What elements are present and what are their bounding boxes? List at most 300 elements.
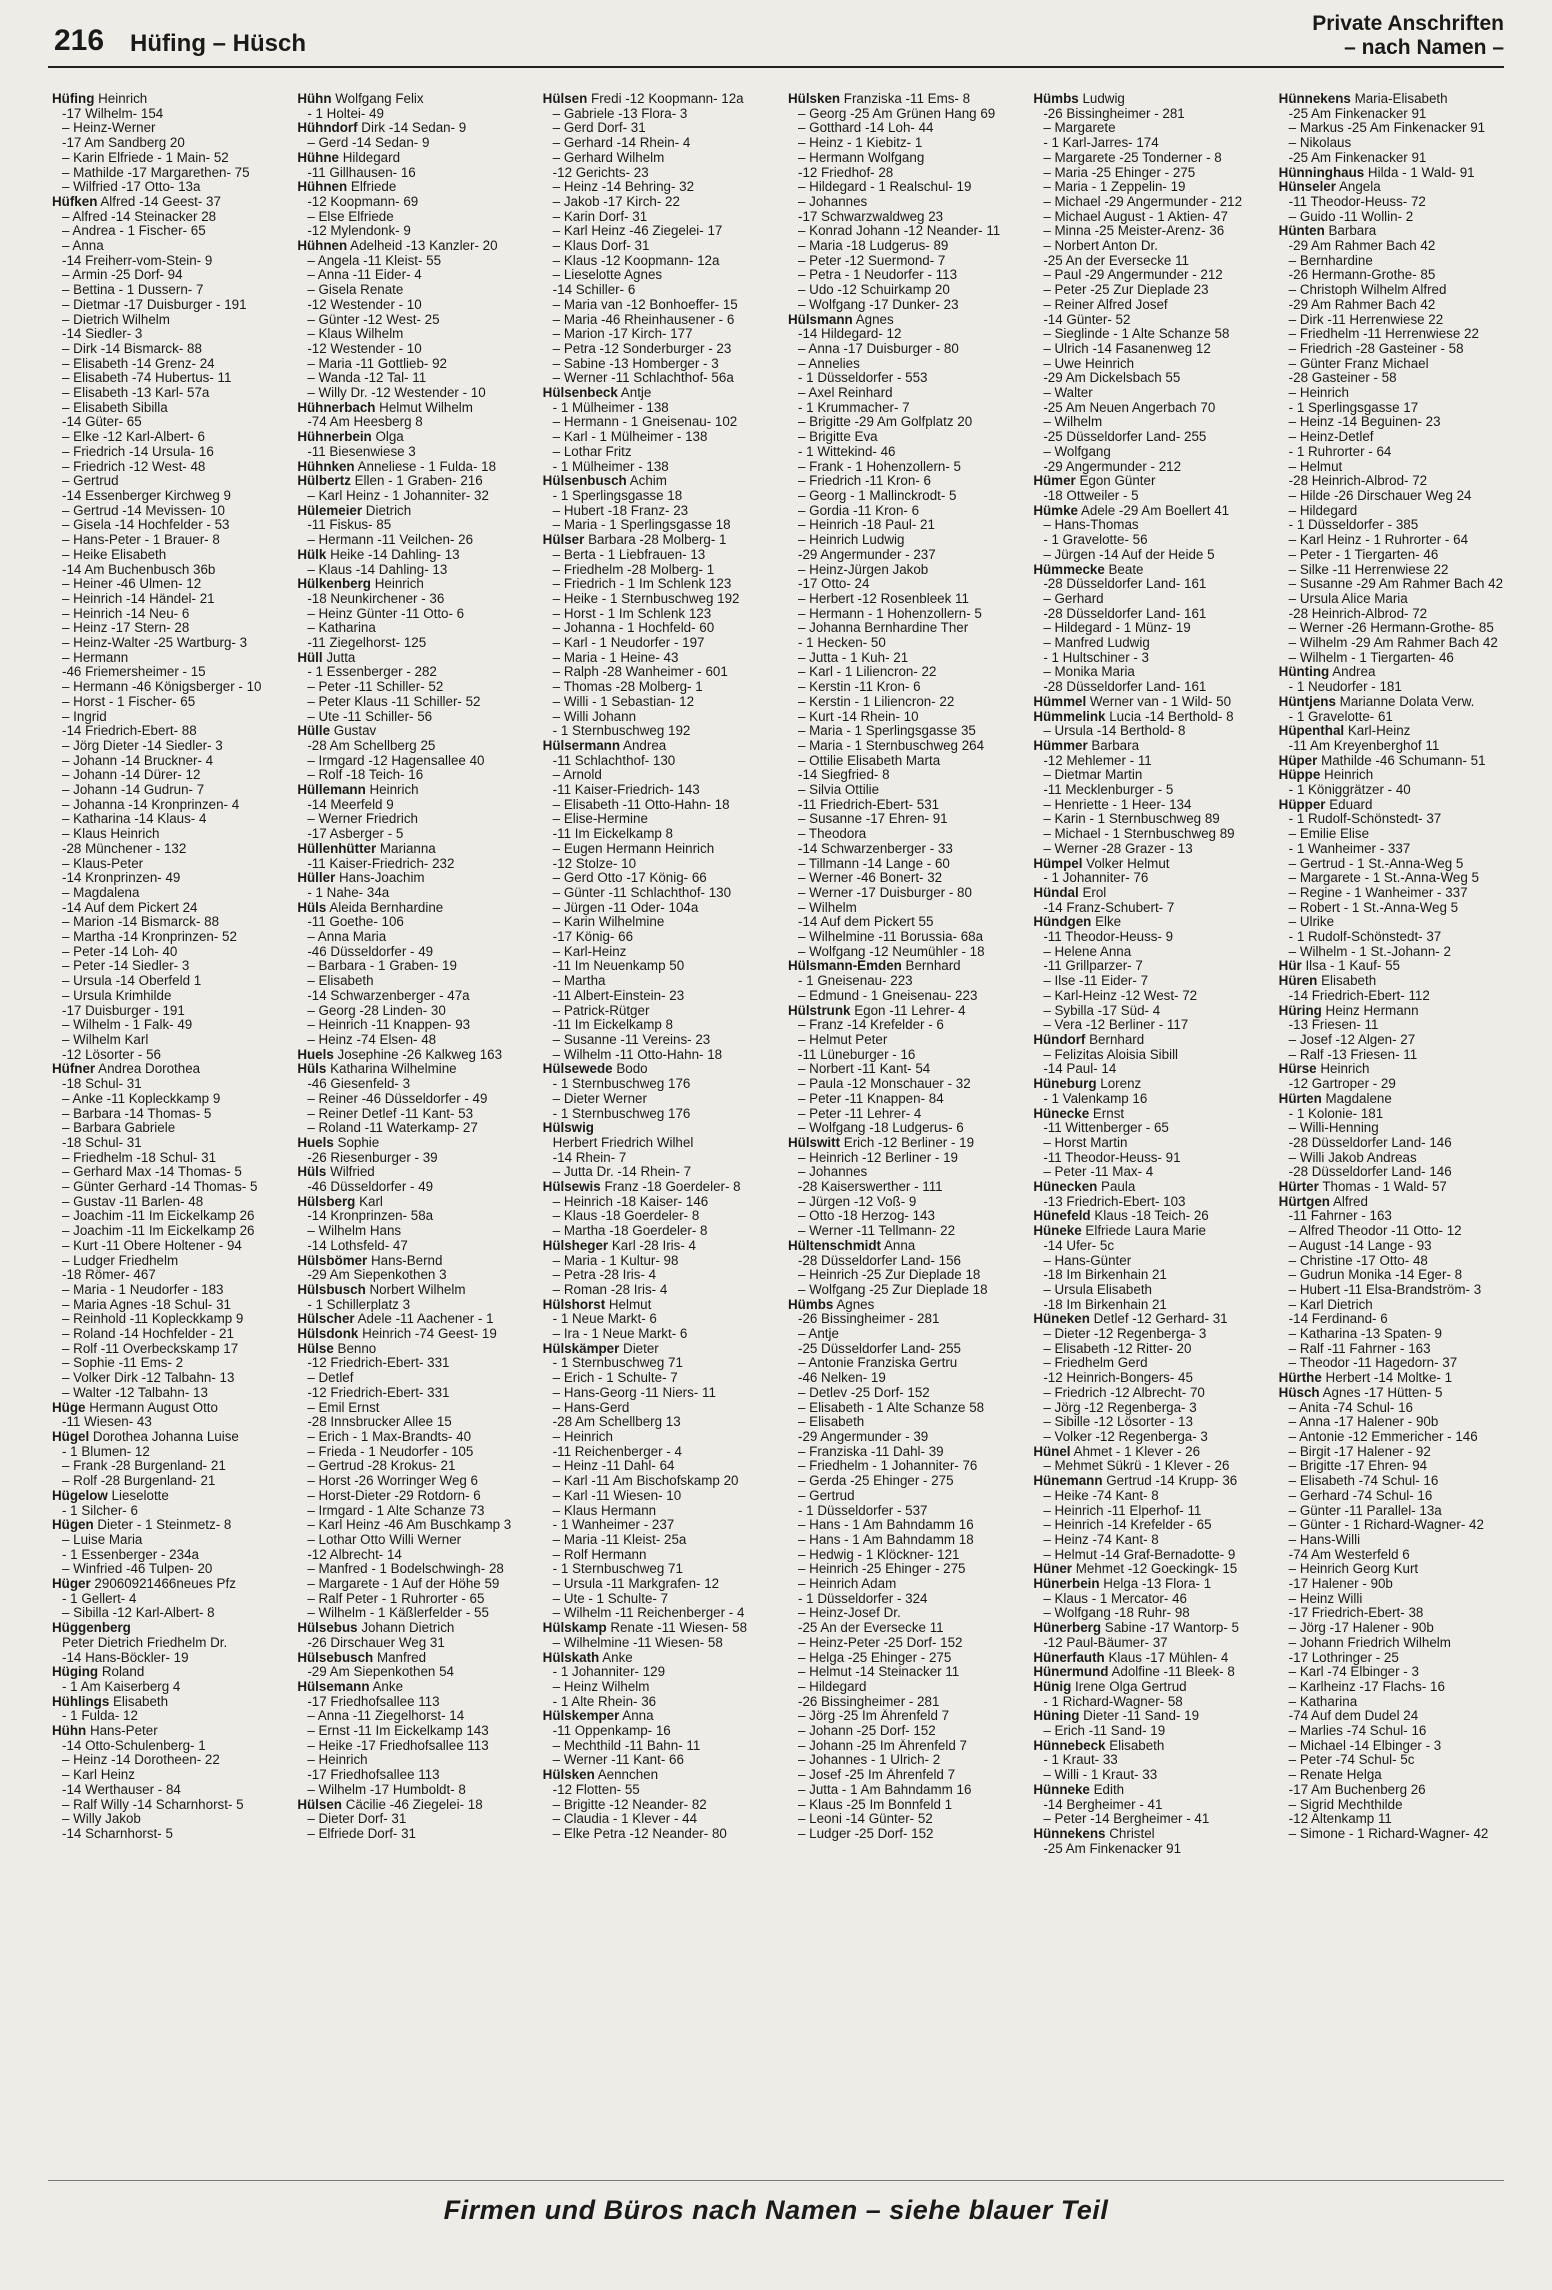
listing-entry bbox=[1279, 166, 1512, 181]
listing-continuation: -14 Schiller- 6 bbox=[552, 283, 636, 298]
listing-continuation: – Brigitte -29 Am Golfplatz 20 bbox=[797, 415, 973, 430]
listing-continuation: – Ute -11 Schiller- 56 bbox=[307, 709, 433, 724]
listing-detail: Heike -14 Dahling- 13 bbox=[326, 547, 460, 562]
listing-detail: Karl -28 Iris- 4 bbox=[608, 1238, 696, 1253]
listing-continuation: – Martha -14 Kronprinzen- 52 bbox=[62, 930, 237, 945]
footer-divider bbox=[48, 2180, 1504, 2181]
listing-detail: Dirk -14 Sedan- 9 bbox=[357, 121, 467, 136]
listing-continuation: – Werner -11 Schlachthof- 56a bbox=[552, 371, 734, 386]
listing-entry bbox=[1033, 1224, 1266, 1239]
listing-continuation: – Ilse -11 Eider- 7 bbox=[1043, 974, 1149, 989]
listing-continuation: – Joachim -11 Im Eickelkamp 26 bbox=[62, 1224, 255, 1239]
listing-continuation: – Wilhelm Hans bbox=[307, 1224, 402, 1239]
listing-continuation: - 1 Johanniter- 76 bbox=[1043, 871, 1149, 886]
surname: Hünten bbox=[1278, 224, 1325, 239]
listing-continuation: – Elisabeth - 1 Alte Schanze 58 bbox=[797, 1400, 985, 1415]
listing-continuation: – Elisabeth bbox=[797, 1415, 865, 1430]
surname: Hüning bbox=[1033, 1709, 1080, 1724]
listing-continuation: – Rolf -28 Burgenland- 21 bbox=[62, 1474, 216, 1489]
listing-continuation: – Monika Maria bbox=[1043, 665, 1135, 680]
listing-detail: Dorothea Johanna Luise bbox=[89, 1429, 239, 1444]
listing-continuation: - 1 Krummacher- 7 bbox=[797, 400, 910, 415]
listing-entry bbox=[1279, 724, 1512, 739]
listing-continuation: – Karl-Heinz -12 West- 72 bbox=[1043, 988, 1198, 1003]
listing-continuation: – Reinhold -11 Kopleckkamp 9 bbox=[62, 1312, 244, 1327]
listing-continuation: – Karl Heinz -46 Am Buschkamp 3 bbox=[307, 1518, 512, 1533]
listing-continuation: – Heinz -14 Behring- 32 bbox=[552, 180, 695, 195]
surname: Hünel bbox=[1033, 1444, 1071, 1459]
listing-continuation: – Gerhard -74 Schul- 16 bbox=[1288, 1488, 1433, 1503]
listing-continuation: – Friedrich -28 Gasteiner - 58 bbox=[1288, 341, 1464, 356]
listing-continuation: -17 Am Sandberg 20 bbox=[62, 136, 185, 151]
listing-continuation: -11 Fiskus- 85 bbox=[307, 518, 392, 533]
listing-continuation: – Theodor -11 Hagedorn- 37 bbox=[1288, 1356, 1458, 1371]
listing-continuation: – Dieter -12 Regenberga- 3 bbox=[1043, 1327, 1207, 1342]
listing-continuation: – Ulrike bbox=[1288, 915, 1335, 930]
listing-continuation: - 1 Ruhrorter - 64 bbox=[1288, 444, 1392, 459]
listing-continuation: - 1 Neudorfer - 181 bbox=[1288, 680, 1402, 695]
listing-continuation: – Wolfgang -18 Ruhr- 98 bbox=[1043, 1606, 1190, 1621]
listing-continuation: – Elisabeth -14 Grenz- 24 bbox=[62, 356, 215, 371]
listing-continuation: – Sibilla -12 Karl-Albert- 8 bbox=[62, 1606, 215, 1621]
listing-continuation: -28 Am Schellberg 25 bbox=[307, 738, 436, 753]
listing-detail: Agnes bbox=[852, 312, 894, 327]
listing-entry bbox=[1033, 1474, 1266, 1489]
surname: Hügen bbox=[52, 1518, 94, 1533]
listing-continuation: – Günter -11 Parallel- 13a bbox=[1288, 1503, 1442, 1518]
listing-continuation: – Heinrich bbox=[1288, 386, 1349, 401]
listing-continuation: – Helmut bbox=[1288, 459, 1343, 474]
listing-continuation: – Klaus -18 Goerdeler- 8 bbox=[552, 1209, 700, 1224]
surname: Hüneken bbox=[1033, 1312, 1090, 1327]
listing-continuation: – Johann -14 Dürer- 12 bbox=[62, 768, 201, 783]
listing-detail: Adele -29 Am Boellert 41 bbox=[1077, 503, 1230, 518]
listing-continuation: -28 Düsseldorfer Land- 161 bbox=[1043, 577, 1207, 592]
listing-continuation: - 1 Alte Rhein- 36 bbox=[552, 1694, 657, 1709]
listing-detail: Herbert -14 Moltke- 1 bbox=[1321, 1371, 1453, 1386]
listing-continuation: – Bernhardine bbox=[1288, 253, 1373, 268]
listing-continuation: -11 Theodor-Heuss- 9 bbox=[1043, 930, 1174, 945]
listing-continuation: – Wilfried -17 Otto- 13a bbox=[62, 180, 201, 195]
surname: Hülskamp bbox=[542, 1621, 607, 1636]
listing-continuation: – Ursula Alice Maria bbox=[1288, 591, 1408, 606]
listing-continuation: – Friedhelm Gerd bbox=[1043, 1356, 1148, 1371]
listing-entry bbox=[543, 1062, 776, 1077]
listing-continuation: – Elisabeth bbox=[307, 974, 374, 989]
surname: Hünneke bbox=[1033, 1782, 1090, 1797]
listing-continuation: Peter Dietrich Friedhelm Dr. bbox=[62, 1635, 228, 1650]
listing-continuation: – Gisela Renate bbox=[307, 283, 404, 298]
listing-continuation: – Heinrich -14 Händel- 21 bbox=[62, 591, 215, 606]
listing-continuation: – Kurt -11 Obere Holtener - 94 bbox=[62, 1238, 242, 1253]
surname: Hülsken bbox=[787, 92, 841, 106]
listing-continuation: – Susanne -17 Ehren- 91 bbox=[797, 812, 948, 827]
surname: Hühnerbach bbox=[297, 400, 376, 415]
listing-continuation: – Peter -12 Suermond- 7 bbox=[797, 253, 946, 268]
listing-continuation: – Elke -12 Karl-Albert- 6 bbox=[62, 430, 205, 445]
listing-entry bbox=[297, 92, 530, 107]
listing-detail: Karl bbox=[355, 1194, 383, 1209]
listing-detail: Norbert Wilhelm bbox=[365, 1282, 466, 1297]
listing-continuation: -17 Duisburger - 191 bbox=[62, 1003, 185, 1018]
listing-continuation: -14 Meerfeld 9 bbox=[307, 797, 394, 812]
listing-continuation: -29 Am Siepenkothen 3 bbox=[307, 1268, 447, 1283]
surname: Hündal bbox=[1033, 885, 1079, 900]
listing-continuation: – Manfred Ludwig bbox=[1043, 636, 1150, 651]
listing-continuation: – Ottilie Elisabeth Marta bbox=[797, 753, 941, 768]
listing-entry bbox=[1033, 1651, 1266, 1666]
listing-continuation: – Heinz -14 Dorotheen- 22 bbox=[62, 1753, 220, 1768]
listing-continuation: -11 Fahrner - 163 bbox=[1288, 1209, 1392, 1224]
listing-continuation: – Walter -12 Talbahn- 13 bbox=[62, 1385, 208, 1400]
listing-continuation: – Heinrich -25 Zur Dieplade 18 bbox=[797, 1268, 981, 1283]
listing-entry bbox=[543, 474, 776, 489]
listing-entry bbox=[1033, 915, 1266, 930]
listing-continuation: – Heinrich -25 Ehinger - 275 bbox=[797, 1562, 966, 1577]
listing-detail: Achim bbox=[626, 474, 667, 489]
listing-detail: Bodo bbox=[612, 1062, 648, 1077]
listing-entry bbox=[1033, 1577, 1266, 1592]
listing-continuation: -11 Im Eickelkamp 8 bbox=[552, 1018, 673, 1033]
surname: Hülsbömer bbox=[297, 1253, 368, 1268]
surname: Hünefeld bbox=[1033, 1209, 1091, 1224]
listing-continuation: – Uwe Heinrich bbox=[1043, 356, 1135, 371]
column-6 bbox=[1279, 92, 1512, 2167]
listing-detail: Klaus -17 Mühlen- 4 bbox=[1104, 1650, 1229, 1665]
listing-detail: Fredi -12 Koopmann- 12a bbox=[587, 92, 744, 106]
surname: Hünninghaus bbox=[1278, 165, 1365, 180]
column-4 bbox=[788, 92, 1021, 2167]
listing-entry bbox=[297, 783, 530, 798]
listing-continuation: – Gerhard -14 Rhein- 4 bbox=[552, 136, 691, 151]
listing-continuation: – Sibille -12 Lösorter - 13 bbox=[1043, 1415, 1193, 1430]
listing-continuation: – Felizitas Aloisia Sibill bbox=[1043, 1047, 1179, 1062]
listing-continuation: -11 Mecklenburger - 5 bbox=[1043, 783, 1174, 798]
listing-continuation: – Anna -11 Ziegelhorst- 14 bbox=[307, 1709, 465, 1724]
listing-continuation: – Hans - 1 Am Bahndamm 18 bbox=[797, 1532, 974, 1547]
listing-continuation: – Detlev -25 Dorf- 152 bbox=[797, 1385, 930, 1400]
listing-entry bbox=[543, 1180, 776, 1195]
listing-entry bbox=[1033, 739, 1266, 754]
listing-continuation: – Anita -74 Schul- 16 bbox=[1288, 1400, 1413, 1415]
listing-continuation: – Heike Elisabeth bbox=[62, 547, 167, 562]
listing-continuation: -26 Bissingheimer - 281 bbox=[1043, 106, 1185, 121]
listing-continuation: – Silke -11 Herrenwiese 22 bbox=[1288, 562, 1449, 577]
listing-continuation: – Jürgen -12 Voß- 9 bbox=[797, 1194, 917, 1209]
surname: Hülskemper bbox=[542, 1709, 620, 1724]
listing-detail: Adolfine -11 Bleek- 8 bbox=[1108, 1665, 1235, 1680]
listing-continuation: – Heinrich -12 Berliner - 19 bbox=[797, 1150, 958, 1165]
listing-continuation: – Gerhard bbox=[1043, 591, 1104, 606]
listing-continuation: -28 Münchener - 132 bbox=[62, 841, 187, 856]
listing-continuation: – Alfred Theodor -11 Otto- 12 bbox=[1288, 1224, 1462, 1239]
listing-continuation: -14 Schwarzenberger - 33 bbox=[797, 841, 953, 856]
listing-continuation: – Günter -11 Schlachthof- 130 bbox=[552, 885, 732, 900]
surname: Hündgen bbox=[1033, 915, 1092, 930]
listing-continuation: - 1 Mülheimer - 138 bbox=[552, 400, 669, 415]
listing-continuation: – Margarete bbox=[1043, 121, 1116, 136]
listing-continuation: -14 Freiherr-vom-Stein- 9 bbox=[62, 253, 213, 268]
listing-continuation: – Karl Heinz -46 Ziegelei- 17 bbox=[552, 224, 723, 239]
listing-continuation: -26 Riesenburger - 39 bbox=[307, 1150, 438, 1165]
listing-detail: Werner van - 1 Wild- 50 bbox=[1086, 694, 1232, 709]
surname: Hümbs bbox=[787, 1297, 834, 1312]
listing-continuation: -18 Schul- 31 bbox=[62, 1077, 142, 1092]
listing-continuation: – Hildegard - 1 Realschul- 19 bbox=[797, 180, 972, 195]
listing-detail: Gustav bbox=[330, 724, 377, 739]
surname: Hürtgen bbox=[1278, 1194, 1330, 1209]
listing-continuation: – Susanne -29 Am Rahmer Bach 42 bbox=[1288, 577, 1504, 592]
listing-entry bbox=[1279, 1180, 1512, 1195]
listing-entry bbox=[1033, 1709, 1266, 1724]
listing-continuation: – Helene Anna bbox=[1043, 944, 1132, 959]
listing-continuation: – Maria - 1 Zeppelin- 19 bbox=[1043, 180, 1186, 195]
listing-continuation: – Katharina -14 Klaus- 4 bbox=[62, 812, 207, 827]
listing-continuation: -14 Scharnhorst- 5 bbox=[62, 1826, 173, 1841]
listing-continuation: - 1 Gravelotte- 61 bbox=[1288, 709, 1393, 724]
listing-detail: Aennchen bbox=[594, 1768, 659, 1783]
listing-continuation: – Wolfgang -18 Ludgerus- 6 bbox=[797, 1121, 964, 1136]
listing-continuation: – Emilie Elise bbox=[1288, 827, 1370, 842]
listing-continuation: – Robert - 1 St.-Anna-Weg 5 bbox=[1288, 900, 1459, 915]
listing-entry bbox=[52, 1621, 285, 1636]
listing-entry bbox=[788, 92, 1021, 107]
listing-continuation: – Michael - 1 Sternbuschweg 89 bbox=[1043, 827, 1235, 842]
listing-continuation: -14 Ufer- 5c bbox=[1043, 1238, 1115, 1253]
surname: Huels bbox=[297, 1135, 334, 1150]
column-1 bbox=[52, 92, 285, 2167]
listing-continuation: – Hermann -11 Veilchen- 26 bbox=[307, 533, 474, 548]
listing-continuation: – Jürgen -14 Auf der Heide 5 bbox=[1043, 547, 1215, 562]
listing-entry bbox=[543, 533, 776, 548]
listing-continuation: -11 Kaiser-Friedrich- 232 bbox=[307, 856, 455, 871]
listing-continuation: – Willi - 1 Kraut- 33 bbox=[1043, 1768, 1158, 1783]
listing-continuation: -28 Kaiserswerther - 111 bbox=[797, 1180, 943, 1195]
listing-continuation: – Maria - 1 Sternbuschweg 264 bbox=[797, 738, 985, 753]
listing-continuation: – Else Elfriede bbox=[307, 209, 394, 224]
listing-continuation: - 1 Gellert- 4 bbox=[62, 1591, 137, 1606]
listing-continuation: – Friedhelm -18 Schul- 31 bbox=[62, 1150, 217, 1165]
listing-continuation: -12 Gartroper - 29 bbox=[1288, 1077, 1396, 1092]
listing-continuation: – Günter Franz Michael bbox=[1288, 356, 1429, 371]
listing-continuation: – Udo -12 Schuirkamp 20 bbox=[797, 283, 950, 298]
listing-continuation: -17 Schwarzwaldweg 23 bbox=[797, 209, 944, 224]
listing-continuation: – Friedhelm - 1 Johanniter- 76 bbox=[797, 1459, 978, 1474]
listing-continuation: – Johannes bbox=[797, 194, 868, 209]
listing-detail: Dietrich bbox=[362, 503, 412, 518]
listing-continuation: -28 Gasteiner - 58 bbox=[1288, 371, 1397, 386]
listing-continuation: – Petra - 1 Neudorfer - 113 bbox=[797, 268, 958, 283]
listing-continuation: – Roland -14 Hochfelder - 21 bbox=[62, 1327, 234, 1342]
listing-continuation: – Karl -11 Am Bischofskamp 20 bbox=[552, 1474, 739, 1489]
listing-continuation: - 1 Richard-Wagner- 58 bbox=[1043, 1694, 1183, 1709]
listing-continuation: - 1 Sternbuschweg 176 bbox=[552, 1077, 691, 1092]
listing-continuation: – Hans-Gerd bbox=[552, 1400, 630, 1415]
listing-entry bbox=[52, 1401, 285, 1416]
listing-continuation: -11 Ziegelhorst- 125 bbox=[307, 636, 427, 651]
listing-continuation: – Hubert -11 Elsa-Brandström- 3 bbox=[1288, 1282, 1482, 1297]
listing-continuation: – Ursula Krimhilde bbox=[62, 988, 172, 1003]
listing-continuation: - 1 Düsseldorfer - 324 bbox=[797, 1591, 928, 1606]
listing-entry bbox=[297, 239, 530, 254]
listing-continuation: – Walter bbox=[1043, 386, 1093, 401]
listing-continuation: – Wilhelm bbox=[1043, 415, 1103, 430]
listing-continuation: – Berta - 1 Liebfrauen- 13 bbox=[552, 547, 706, 562]
listing-detail: Lucia -14 Berthold- 8 bbox=[1105, 709, 1234, 724]
surname: Hüfner bbox=[52, 1062, 96, 1077]
listing-continuation: -12 Mehlemer - 11 bbox=[1043, 753, 1152, 768]
listing-continuation: – Karl - 1 Neudorfer - 197 bbox=[552, 636, 705, 651]
listing-continuation: – Heinrich bbox=[307, 1753, 368, 1768]
listing-continuation: – Gertrud bbox=[62, 474, 119, 489]
listing-continuation: – Anna Maria bbox=[307, 930, 387, 945]
listing-continuation: – Arnold bbox=[552, 768, 602, 783]
listing-continuation: – Horst-Dieter -29 Rotdorn- 6 bbox=[307, 1488, 481, 1503]
listing-detail: Renate -11 Wiesen- 58 bbox=[606, 1621, 748, 1636]
listing-entry bbox=[1033, 857, 1266, 872]
surname: Hünerbein bbox=[1033, 1577, 1100, 1592]
listing-continuation: – Hildegard bbox=[1288, 503, 1358, 518]
listing-entry bbox=[543, 92, 776, 107]
surname: Hündorf bbox=[1033, 1033, 1086, 1047]
listing-continuation: -11 Gillhausen- 16 bbox=[307, 165, 416, 180]
listing-continuation: – Werner -11 Kant- 66 bbox=[552, 1753, 684, 1768]
surname: Hüper bbox=[1278, 753, 1318, 768]
listing-continuation: – Jörg -12 Regenberga- 3 bbox=[1043, 1400, 1197, 1415]
surname: Hülscher bbox=[297, 1312, 355, 1327]
directory-columns bbox=[52, 92, 1512, 2167]
listing-continuation: – Martha -18 Goerdeler- 8 bbox=[552, 1224, 708, 1239]
listing-continuation: – Johannes bbox=[797, 1165, 868, 1180]
listing-continuation: – Roman -28 Iris- 4 bbox=[552, 1282, 668, 1297]
listing-detail: Klaus -18 Teich- 26 bbox=[1090, 1209, 1209, 1224]
listing-continuation: – Jörg Dieter -14 Siedler- 3 bbox=[62, 738, 223, 753]
listing-continuation: – Katharina -13 Spaten- 9 bbox=[1288, 1327, 1443, 1342]
listing-continuation: – Heinrich bbox=[552, 1429, 613, 1444]
listing-continuation: -25 Am Finkenacker 91 bbox=[1288, 106, 1427, 121]
listing-entry bbox=[788, 1004, 1021, 1019]
listing-entry bbox=[52, 1062, 285, 1077]
listing-continuation: -18 Ottweiler - 5 bbox=[1043, 488, 1139, 503]
listing-entry bbox=[1033, 1445, 1266, 1460]
listing-continuation: -11 Friedrich-Ebert- 531 bbox=[797, 797, 940, 812]
listing-continuation: - 1 Johanniter- 129 bbox=[552, 1665, 666, 1680]
surname: Hüppe bbox=[1278, 768, 1321, 783]
listing-continuation: – Karin - 1 Sternbuschweg 89 bbox=[1043, 812, 1220, 827]
listing-continuation: – Barbara Gabriele bbox=[62, 1121, 176, 1136]
listing-continuation: – Gudrun Monika -14 Eger- 8 bbox=[1288, 1268, 1463, 1283]
listing-detail: Marianna bbox=[376, 841, 436, 856]
listing-detail: Ernst bbox=[1089, 1106, 1125, 1121]
surname: Hüging bbox=[52, 1665, 99, 1680]
listing-continuation: – Willi Jakob Andreas bbox=[1288, 1150, 1417, 1165]
listing-continuation: Herbert Friedrich Wilhel bbox=[552, 1135, 694, 1150]
listing-detail: Hermann August Otto bbox=[85, 1400, 218, 1415]
listing-continuation: -46 Düsseldorfer - 49 bbox=[307, 1180, 434, 1195]
listing-detail: Eduard bbox=[1325, 797, 1373, 812]
listing-entry bbox=[1279, 1371, 1512, 1386]
listing-detail: Lorenz bbox=[1096, 1077, 1142, 1092]
surname: Hülbertz bbox=[297, 474, 351, 489]
listing-continuation: – Friedrich -12 Albrecht- 70 bbox=[1043, 1385, 1205, 1400]
listing-continuation: – Heinz - 1 Kiebitz- 1 bbox=[797, 136, 923, 151]
listing-continuation: – Erich - 1 Schulte- 7 bbox=[552, 1371, 678, 1386]
listing-detail: Elisabeth bbox=[1105, 1738, 1165, 1753]
listing-detail: Detlef -12 Gerhard- 31 bbox=[1089, 1312, 1228, 1327]
listing-continuation: -29 Am Dickelsbach 55 bbox=[1043, 371, 1181, 386]
listing-continuation: -46 Nelken- 19 bbox=[797, 1371, 886, 1386]
listing-entry bbox=[1033, 504, 1266, 519]
listing-continuation: - 1 Düsseldorfer - 385 bbox=[1288, 518, 1419, 533]
surname: Hümmel bbox=[1033, 694, 1087, 709]
listing-continuation: – Gerd Otto -17 König- 66 bbox=[552, 871, 707, 886]
listing-continuation: - 1 Sternbuschweg 192 bbox=[552, 724, 691, 739]
listing-continuation: – Mathilde -17 Margarethen- 75 bbox=[62, 165, 250, 180]
listing-continuation: – Ulrich -14 Fasanenweg 12 bbox=[1043, 341, 1211, 356]
listing-continuation: – Heinrich -14 Krefelder - 65 bbox=[1043, 1518, 1212, 1533]
listing-entry bbox=[297, 504, 530, 519]
listing-entry bbox=[1279, 665, 1512, 680]
surname: Hümmecke bbox=[1033, 562, 1105, 577]
listing-continuation: - 1 Am Kaiserberg 4 bbox=[62, 1679, 181, 1694]
listing-continuation: – Ludger Friedhelm bbox=[62, 1253, 179, 1268]
listing-continuation: - 1 Sperlingsgasse 18 bbox=[552, 488, 683, 503]
surname: Hülsen bbox=[297, 1797, 342, 1812]
listing-continuation: – Elisabeth -12 Ritter- 20 bbox=[1043, 1341, 1192, 1356]
listing-continuation: – Hans-Günter bbox=[1043, 1253, 1132, 1268]
listing-entry bbox=[297, 1136, 530, 1151]
listing-continuation: – Sieglinde - 1 Alte Schanze 58 bbox=[1043, 327, 1230, 342]
listing-continuation: – Wanda -12 Tal- 11 bbox=[307, 371, 427, 386]
surname: Hüfing bbox=[52, 92, 95, 106]
listing-entry bbox=[297, 1342, 530, 1357]
listing-entry bbox=[297, 1327, 530, 1342]
listing-detail: Dieter bbox=[619, 1341, 659, 1356]
listing-entry bbox=[297, 842, 530, 857]
listing-continuation: – Volker Dirk -12 Talbahn- 13 bbox=[62, 1371, 235, 1386]
listing-entry bbox=[52, 1665, 285, 1680]
listing-continuation: -14 Friedrich-Ebert- 112 bbox=[1288, 988, 1430, 1003]
listing-continuation: – Hans-Willi bbox=[1288, 1532, 1361, 1547]
listing-continuation: – Sophie -11 Ems- 2 bbox=[62, 1356, 184, 1371]
listing-continuation: – Roland -11 Waterkamp- 27 bbox=[307, 1121, 478, 1136]
surname: Hülskämper bbox=[542, 1341, 620, 1356]
listing-continuation: - 1 Blumen- 12 bbox=[62, 1444, 150, 1459]
listing-detail: Helmut Wilhelm bbox=[375, 400, 473, 415]
listing-entry bbox=[1033, 1680, 1266, 1695]
listing-entry bbox=[1279, 1386, 1512, 1401]
listing-continuation: – Elise-Hermine bbox=[552, 812, 648, 827]
listing-continuation: -14 Otto-Schulenberg- 1 bbox=[62, 1738, 206, 1753]
listing-continuation: – Paul -29 Angermunder - 212 bbox=[1043, 268, 1223, 283]
surname: Hüring bbox=[1278, 1003, 1322, 1018]
listing-continuation: -14 Kronprinzen- 49 bbox=[62, 871, 181, 886]
listing-continuation: – Minna -25 Meister-Arenz- 36 bbox=[1043, 224, 1225, 239]
listing-continuation: -29 Am Siepenkothen 54 bbox=[307, 1665, 454, 1680]
listing-continuation: – Werner -11 Tellmann- 22 bbox=[797, 1224, 956, 1239]
surname: Hüren bbox=[1278, 974, 1318, 989]
surname: Hülskath bbox=[542, 1650, 600, 1665]
listing-entry bbox=[297, 460, 530, 475]
listing-entry bbox=[297, 1680, 530, 1695]
listing-detail: Heinrich bbox=[365, 783, 419, 798]
listing-continuation: – Werner -26 Hermann-Grothe- 85 bbox=[1288, 621, 1494, 636]
surname: Hülsen bbox=[542, 92, 588, 106]
listing-continuation: – Sabine -13 Homberger - 3 bbox=[552, 356, 719, 371]
listing-continuation: -14 Lothsfeld- 47 bbox=[307, 1238, 408, 1253]
surname: Hühndorf bbox=[297, 121, 358, 136]
listing-continuation: – Johann -14 Bruckner- 4 bbox=[62, 753, 214, 768]
